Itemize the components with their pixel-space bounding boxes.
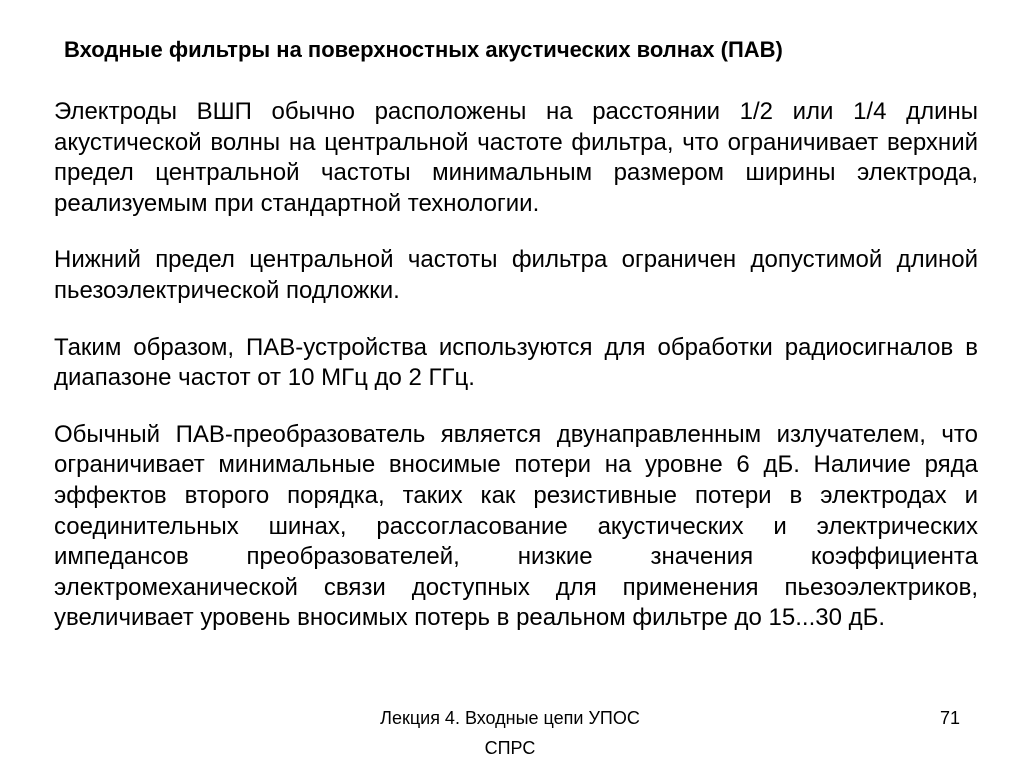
paragraph-lower-limit: Нижний предел центральной частоты фильтра ограничен допустимой длиной пьезоэлектрической подложки. [54, 246, 978, 304]
page-number: 71 [939, 708, 960, 728]
paragraph-insertion-loss: Обычный ПАВ-преобразователь является двунаправленным излучателем, что ограничивает минимальные вносимые потери на уровне 6 дБ. Наличие ряда эффектов второго порядка, таких как резистивные потери в электродах и соединительных шинах, рассогласование акустических и электрических импедансов преобразователей, низкие значения коэффициента электромеханической связи доступных для применения пьезоэлектриков, увеличивает уровень вносимых потерь в реальном фильтре до 15...30 дБ. [54, 420, 978, 632]
footer-title-line-1: Лекция 4. Входные цепи УПОС [380, 708, 640, 728]
footer-lecture-title [340, 703, 680, 763]
paragraph-frequency-range: Таким образом, ПАВ-устройства используются для обработки радиосигналов в диапазоне частот от 10 МГц до 2 ГГц. [54, 333, 978, 392]
footer-title-line-2: СПРС [484, 738, 536, 758]
slide-title: Входные фильтры на поверхностных акустических волнах (ПАВ) [64, 37, 783, 62]
slide-body [54, 97, 978, 660]
paragraph-electrode-spacing: Электроды ВШП обычно расположены на расстоянии 1/2 или 1/4 длины акустической волны на центральной частоте фильтра, что ограничивает верхний предел центральной частоты минимальным размером ширины электрода, реализуемым при стандартной технологии. [54, 98, 978, 217]
